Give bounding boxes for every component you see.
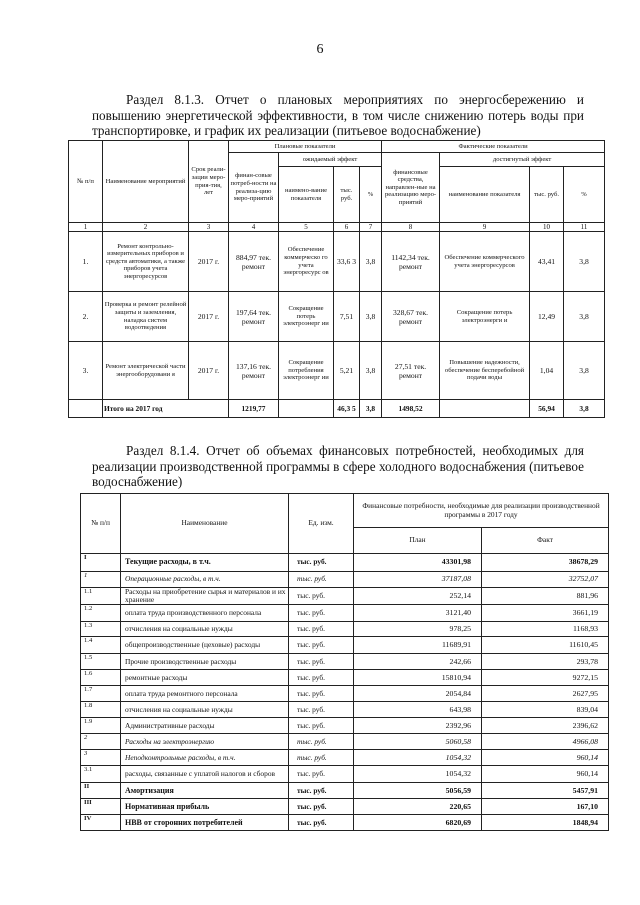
row-fact: 32752,07 xyxy=(482,572,609,588)
row-term: 2017 г. xyxy=(189,292,229,342)
row-index: 1.6 xyxy=(81,670,121,686)
col-number: 7 xyxy=(360,223,382,232)
row-fin-planned: 197,64 тек. ремонт xyxy=(229,292,279,342)
row-fact: 3661,19 xyxy=(482,605,609,622)
row-name: Нормативная прибыль xyxy=(121,799,289,815)
col-number: 4 xyxy=(229,223,279,232)
table-row xyxy=(81,815,609,831)
table-row xyxy=(81,718,609,734)
row-unit: тыс. руб. xyxy=(289,718,354,734)
row-unit: тыс. руб. xyxy=(289,554,354,572)
row-plan: 3121,40 xyxy=(354,605,482,622)
table-row xyxy=(69,232,605,292)
total-rub-planned: 46,3 5 xyxy=(334,400,360,418)
row-name: отчисления на социальные нужды xyxy=(121,622,289,637)
financial-needs-table xyxy=(80,493,609,831)
row-fin-planned: 884,97 тек. ремонт xyxy=(229,232,279,292)
row-unit: тыс. руб. xyxy=(289,686,354,702)
section-8-1-3-title xyxy=(92,92,584,139)
row-rub-actual: 1,04 xyxy=(530,342,564,400)
row-fact: 5457,91 xyxy=(482,783,609,799)
row-plan: 252,14 xyxy=(354,588,482,605)
header-unit: Ед. изм. xyxy=(289,494,354,554)
row-name: общепроизводственные (цеховые) расходы xyxy=(121,637,289,654)
table-row xyxy=(81,572,609,588)
page-number: 6 xyxy=(316,42,324,57)
row-indicator-planned: Сокращение потребления электроэнерг ии xyxy=(279,342,334,400)
col-number: 5 xyxy=(279,223,334,232)
row-fact: 9272,15 xyxy=(482,670,609,686)
row-unit: тыс. руб. xyxy=(289,815,354,831)
table-row xyxy=(81,686,609,702)
row-name: Прочие производственные расходы xyxy=(121,654,289,670)
row-fin-actual: 27,51 тек. ремонт xyxy=(382,342,440,400)
row-pct-actual: 3,8 xyxy=(564,342,605,400)
table-row xyxy=(81,554,609,572)
section-8-1-4-title xyxy=(92,443,584,490)
row-unit: тыс. руб. xyxy=(289,572,354,588)
row-indicator-actual: Обеспечение коммерческого учета энергоресурсов xyxy=(440,232,530,292)
row-pct-actual: 3,8 xyxy=(564,232,605,292)
table-row xyxy=(81,588,609,605)
header-indicator-name-planned: наимено-вание показателя xyxy=(279,167,334,223)
financial-needs-rows xyxy=(81,554,609,831)
col-number: 11 xyxy=(564,223,605,232)
section-8-1-4-title-text: Раздел 8.1.4. Отчет об объемах финансовых потребностей, необходимых для реализации производственной программы в сфере холодного водоснабжения (питьевое водоснабжение) xyxy=(92,443,584,489)
row-unit: тыс. руб. xyxy=(289,654,354,670)
total-label: Итого на 2017 год xyxy=(103,400,229,418)
row-plan: 11689,91 xyxy=(354,637,482,654)
row-plan: 1054,32 xyxy=(354,750,482,766)
row-fact: 960,14 xyxy=(482,750,609,766)
total-rub-actual: 56,94 xyxy=(530,400,564,418)
row-pct-planned: 3,8 xyxy=(360,292,382,342)
row-unit: тыс. руб. xyxy=(289,605,354,622)
row-rub-actual: 12,49 xyxy=(530,292,564,342)
row-index: I xyxy=(81,554,121,572)
row-num: 2. xyxy=(69,292,103,342)
row-name: отчисления на социальные нужды xyxy=(121,702,289,718)
row-index: III xyxy=(81,799,121,815)
row-name: Текущие расходы, в т.ч. xyxy=(121,554,289,572)
row-fact: 881,96 xyxy=(482,588,609,605)
header-name: Наименование xyxy=(121,494,289,554)
row-index: IV xyxy=(81,815,121,831)
row-index: II xyxy=(81,783,121,799)
row-term: 2017 г. xyxy=(189,232,229,292)
row-fin-planned: 137,16 тек. ремонт xyxy=(229,342,279,400)
row-plan: 2392,96 xyxy=(354,718,482,734)
row-index: 1.9 xyxy=(81,718,121,734)
row-fact: 1848,94 xyxy=(482,815,609,831)
header-achieved-effect: достигнутый эффект xyxy=(440,153,605,167)
row-unit: тыс. руб. xyxy=(289,734,354,750)
header-actual: Фактические показатели xyxy=(382,141,605,153)
header-name: Наименование мероприятий xyxy=(103,141,189,223)
header-term: Срок реали-зации меро-прия-тия, лет xyxy=(189,141,229,223)
table-row xyxy=(81,637,609,654)
total-fin-actual: 1498,52 xyxy=(382,400,440,418)
row-unit: тыс. руб. xyxy=(289,670,354,686)
row-name: Ремонт электрической части энергооборудовани я xyxy=(103,342,189,400)
row-name: Операционные расходы, в т.ч. xyxy=(121,572,289,588)
table-row xyxy=(81,799,609,815)
row-index: 1.7 xyxy=(81,686,121,702)
row-plan: 978,25 xyxy=(354,622,482,637)
energy-saving-measures-table xyxy=(68,140,605,418)
row-unit: тыс. руб. xyxy=(289,637,354,654)
row-unit: тыс. руб. xyxy=(289,750,354,766)
row-fact: 839,04 xyxy=(482,702,609,718)
row-rub-planned: 7,51 xyxy=(334,292,360,342)
row-fin-actual: 328,67 тек. ремонт xyxy=(382,292,440,342)
row-index: 1.8 xyxy=(81,702,121,718)
row-fact: 1168,93 xyxy=(482,622,609,637)
row-indicator-actual: Сокращение потерь электроэнерги и xyxy=(440,292,530,342)
total-pct-actual: 3,8 xyxy=(564,400,605,418)
row-pct-planned: 3,8 xyxy=(360,232,382,292)
row-num: 3. xyxy=(69,342,103,400)
header-financial-needs: Финансовые потребности, необходимые для реализации производственной программы в 2017 году xyxy=(354,494,609,528)
col-number: 3 xyxy=(189,223,229,232)
row-name: Амортизация xyxy=(121,783,289,799)
table-row xyxy=(81,605,609,622)
table-row xyxy=(81,654,609,670)
row-fact: 4966,08 xyxy=(482,734,609,750)
total-row xyxy=(69,400,605,418)
row-name: Ремонт контрольно-измерительных приборов и средств автоматики, а также приборов учета энергоресурсов xyxy=(103,232,189,292)
col-number: 9 xyxy=(440,223,530,232)
row-plan: 242,66 xyxy=(354,654,482,670)
row-fin-actual: 1142,34 тек. ремонт xyxy=(382,232,440,292)
row-indicator-planned: Сокращение потерь электроэнерг ии xyxy=(279,292,334,342)
row-rub-planned: 5,21 xyxy=(334,342,360,400)
total-fin-planned: 1219,77 xyxy=(229,400,279,418)
row-name: расходы, связанные с уплатой налогов и сборов xyxy=(121,766,289,783)
header-pct-planned: % xyxy=(360,167,382,223)
header-planned: Плановые показатели xyxy=(229,141,382,153)
row-plan: 643,98 xyxy=(354,702,482,718)
row-fact: 11610,45 xyxy=(482,637,609,654)
row-unit: тыс. руб. xyxy=(289,702,354,718)
header-rub-actual: тыс. руб. xyxy=(530,167,564,223)
col-number: 8 xyxy=(382,223,440,232)
table-row xyxy=(81,734,609,750)
row-index: 1.1 xyxy=(81,588,121,605)
row-index: 2 xyxy=(81,734,121,750)
col-number: 10 xyxy=(530,223,564,232)
header-fin-actual: финансовые средства, направлен-ные на реализацию меро-приятий xyxy=(382,153,440,223)
table-row xyxy=(81,702,609,718)
row-index: 1.3 xyxy=(81,622,121,637)
table-row xyxy=(81,783,609,799)
row-pct-planned: 3,8 xyxy=(360,342,382,400)
row-plan: 220,65 xyxy=(354,799,482,815)
table-row xyxy=(81,670,609,686)
row-plan: 5060,58 xyxy=(354,734,482,750)
table-row xyxy=(81,622,609,637)
row-index: 3.1 xyxy=(81,766,121,783)
row-plan: 5056,59 xyxy=(354,783,482,799)
row-name: Административные расходы xyxy=(121,718,289,734)
row-indicator-actual: Повышение надежности, обеспечение бесперебойной подачи воды xyxy=(440,342,530,400)
header-fin-planned: финан-совые потреб-ности на реализа-цию меро-приятий xyxy=(229,153,279,223)
header-rub-planned: тыс. руб. xyxy=(334,167,360,223)
header-num: № п/п xyxy=(81,494,121,554)
row-plan: 15810,94 xyxy=(354,670,482,686)
row-fact: 38678,29 xyxy=(482,554,609,572)
row-name: НВВ от сторонних потребителей xyxy=(121,815,289,831)
row-plan: 43301,98 xyxy=(354,554,482,572)
row-fact: 2627,95 xyxy=(482,686,609,702)
row-name: Расходы на электроэнергию xyxy=(121,734,289,750)
row-fact: 960,14 xyxy=(482,766,609,783)
row-indicator-planned: Обеспечение коммерческо го учета энергоресурс ов xyxy=(279,232,334,292)
row-index: 1 xyxy=(81,572,121,588)
row-index: 1.4 xyxy=(81,637,121,654)
table-row xyxy=(81,750,609,766)
col-number: 1 xyxy=(69,223,103,232)
row-index: 1.5 xyxy=(81,654,121,670)
row-index: 3 xyxy=(81,750,121,766)
col-number: 2 xyxy=(103,223,189,232)
row-plan: 2054,84 xyxy=(354,686,482,702)
header-indicator-name-actual: наименование показателя xyxy=(440,167,530,223)
row-fact: 2396,62 xyxy=(482,718,609,734)
row-name: оплата труда производственного персонала xyxy=(121,605,289,622)
row-unit: тыс. руб. xyxy=(289,783,354,799)
col-number: 6 xyxy=(334,223,360,232)
table-row xyxy=(81,766,609,783)
header-num: № п/п xyxy=(69,141,103,223)
row-unit: тыс. руб. xyxy=(289,622,354,637)
row-plan: 37187,08 xyxy=(354,572,482,588)
row-plan: 1054,32 xyxy=(354,766,482,783)
row-name: оплата труда ремонтного персонала xyxy=(121,686,289,702)
row-name: Проверка и ремонт релейной защиты и заземления, наладка систем водоотведения xyxy=(103,292,189,342)
section-8-1-3-title-text: Раздел 8.1.3. Отчет о плановых мероприятиях по энергосбережению и повышению энергетической эффективности, в том числе снижению потерь воды при транспортировке, и график их реализации (питьевое водоснабжение) xyxy=(92,92,584,138)
header-expected-effect: ожидаемый эффект xyxy=(279,153,382,167)
total-pct-planned: 3,8 xyxy=(360,400,382,418)
row-name: Расходы на приобретение сырья и материалов и их хранение xyxy=(121,588,289,605)
header-pct-actual: % xyxy=(564,167,605,223)
row-plan: 6820,69 xyxy=(354,815,482,831)
row-unit: тыс. руб. xyxy=(289,799,354,815)
row-rub-planned: 33,6 3 xyxy=(334,232,360,292)
row-rub-actual: 43,41 xyxy=(530,232,564,292)
row-index: 1.2 xyxy=(81,605,121,622)
row-name: Неподконтрольные расходы, в т.ч. xyxy=(121,750,289,766)
row-pct-actual: 3,8 xyxy=(564,292,605,342)
table-row xyxy=(69,342,605,400)
row-num: 1. xyxy=(69,232,103,292)
row-unit: тыс. руб. xyxy=(289,766,354,783)
row-fact: 167,10 xyxy=(482,799,609,815)
row-term: 2017 г. xyxy=(189,342,229,400)
header-plan: План xyxy=(354,528,482,554)
row-fact: 293,78 xyxy=(482,654,609,670)
row-unit: тыс. руб. xyxy=(289,588,354,605)
header-fact: Факт xyxy=(482,528,609,554)
row-name: ремонтные расходы xyxy=(121,670,289,686)
table-row xyxy=(69,292,605,342)
